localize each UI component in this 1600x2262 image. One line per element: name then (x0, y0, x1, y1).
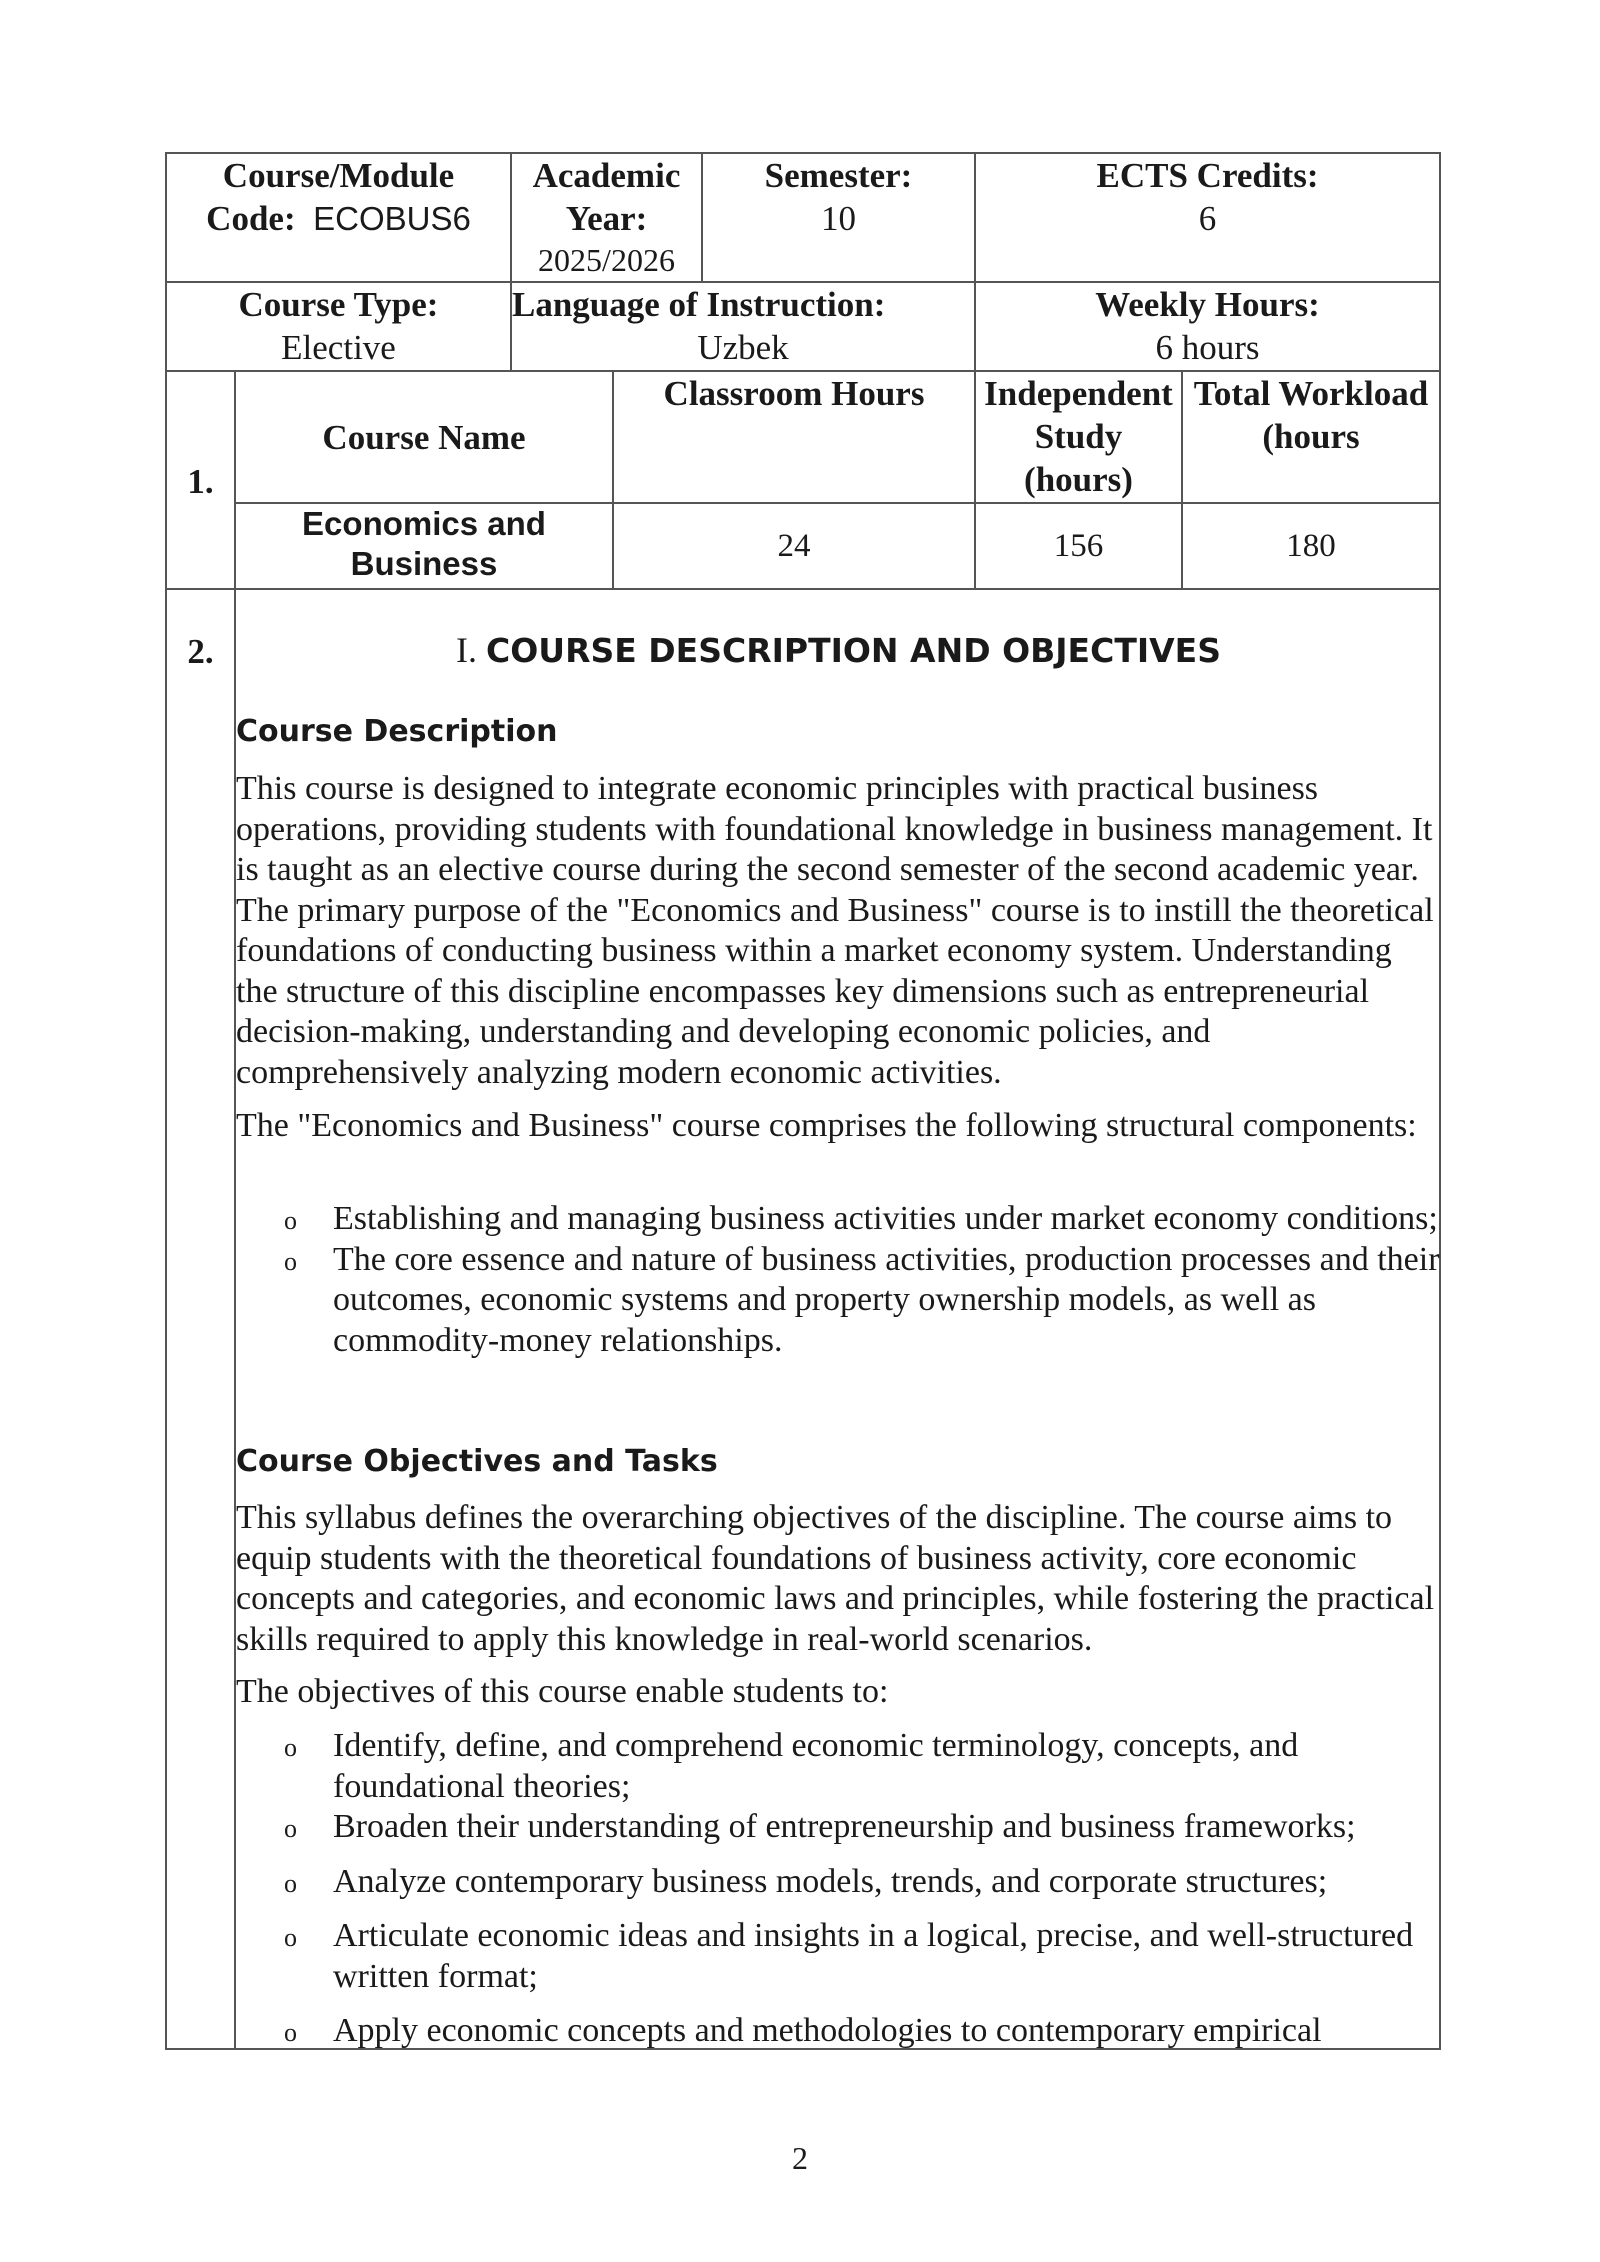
list-item (236, 1916, 1441, 1997)
bullet-icon: o (284, 2018, 297, 2047)
academic-year-value: 2025/2026 (538, 242, 675, 278)
course-objectives-paragraph: This syllabus defines the overarching objectives of the discipline. The course aims to equip students with the theoretical foundations of business activity, core economic concepts and categories, and economic laws and principles, while fostering the practical skills required to apply this knowledge in real-world scenarios. (236, 1499, 1435, 1658)
list-item-text: Broaden their understanding of entrepreneurship and business frameworks; (333, 1808, 1356, 1845)
page-number: 2 (792, 2140, 808, 2176)
objectives-list (236, 1726, 1441, 2052)
list-item-text: Establishing and managing business activities under market economy conditions; (333, 1200, 1438, 1237)
list-item (236, 1726, 1441, 1807)
language-value: Uzbek (697, 328, 789, 367)
classroom-hours-header: Classroom Hours (663, 374, 925, 413)
ects-value: 6 (1198, 199, 1217, 238)
section-number: I. (456, 630, 478, 670)
bullet-icon: o (284, 1246, 297, 1276)
language-label: Language of Instruction: (512, 285, 886, 324)
weekly-hours-value: 6 hours (1155, 328, 1260, 367)
list-item-text: Apply economic concepts and methodologies to contemporary empirical (333, 2012, 1322, 2049)
total-hours-value: 180 (1286, 528, 1336, 564)
semester-value: 10 (821, 199, 856, 238)
course-code-cell (167, 154, 510, 240)
components-list (236, 1199, 1441, 1361)
list-item (236, 1199, 1441, 1240)
list-item (236, 1240, 1441, 1362)
course-description-heading: Course Description (236, 714, 558, 749)
academic-year-label-2: Year: (565, 199, 648, 238)
bullet-icon: o (284, 1733, 297, 1762)
bullet-icon: o (284, 1868, 297, 1898)
course-type-value: Elective (281, 328, 396, 367)
course-objectives-heading: Course Objectives and Tasks (236, 1444, 718, 1479)
classroom-hours-value: 24 (777, 528, 811, 564)
section-title (236, 628, 1441, 673)
table-rule (165, 588, 1441, 590)
independent-study-header-line: (hours) (1024, 460, 1133, 499)
weekly-hours-cell (976, 283, 1439, 369)
course-type-cell (167, 283, 510, 369)
independent-study-header-line: Independent (984, 374, 1173, 413)
course-description-paragraph: This course is designed to integrate economic principles with practical business operations, providing students with foundational knowledge in business management. It is taught as an elective course during the second semester of the second academic year. The primary purpose of the "Economics and Business" course is to instill the theoretical foundations of conducting business within a market economy system. Understanding the structure of this discipline encompasses key dimensions such as entrepreneurial decision-making, understanding and developing economic policies, and comprehensively analyzing modern economic activities. (236, 770, 1434, 1091)
academic-year-label: Academic (532, 156, 681, 195)
list-item-text: The core essence and nature of business activities, production processes and their outcomes, economic systems and property ownership models, as well as commodity-money relationships. (333, 1240, 1440, 1359)
independent-hours-value: 156 (1053, 528, 1104, 564)
semester-label: Semester: (764, 156, 913, 195)
list-item (236, 1807, 1441, 1848)
total-workload-header (1183, 372, 1439, 458)
row-number: 1. (187, 462, 214, 501)
course-name-header: Course Name (322, 418, 526, 457)
ects-label: ECTS Credits: (1096, 156, 1319, 195)
academic-year-cell (512, 154, 701, 280)
list-item-text: Analyze contemporary business models, trends, and corporate structures; (333, 1862, 1328, 1900)
list-item-text: Identify, define, and comprehend economic terminology, concepts, and foundational theories; (333, 1727, 1299, 1805)
course-objectives-paragraph: The objectives of this course enable students to: (236, 1673, 889, 1710)
course-code-label: Course/Module (222, 156, 455, 195)
course-code-prefix: Code: (206, 199, 296, 238)
course-description-paragraph: The "Economics and Business" course comprises the following structural components: (236, 1107, 1417, 1144)
language-cell (512, 283, 974, 369)
list-item-text: Articulate economic ideas and insights in a logical, precise, and well-structured written format; (333, 1917, 1414, 1995)
independent-study-header-line: Study (1034, 417, 1123, 456)
course-name-value: Economics and Business (302, 505, 546, 582)
bullet-icon: o (284, 1206, 297, 1235)
total-workload-header-line: Total Workload (1193, 374, 1429, 413)
course-type-label: Course Type: (238, 285, 439, 324)
bullet-icon: o (284, 1814, 297, 1843)
list-item (236, 2011, 1441, 2052)
row-number: 2. (187, 632, 214, 671)
total-workload-header-line: (hours (1262, 417, 1360, 456)
section-title-text: COURSE DESCRIPTION AND OBJECTIVES (486, 631, 1221, 670)
weekly-hours-label: Weekly Hours: (1095, 285, 1320, 324)
ects-cell (976, 154, 1439, 240)
independent-study-header (976, 372, 1181, 501)
bullet-icon: o (284, 1923, 297, 1952)
semester-cell (703, 154, 974, 240)
list-item (236, 1862, 1441, 1903)
course-code-value: ECOBUS6 (313, 200, 471, 237)
